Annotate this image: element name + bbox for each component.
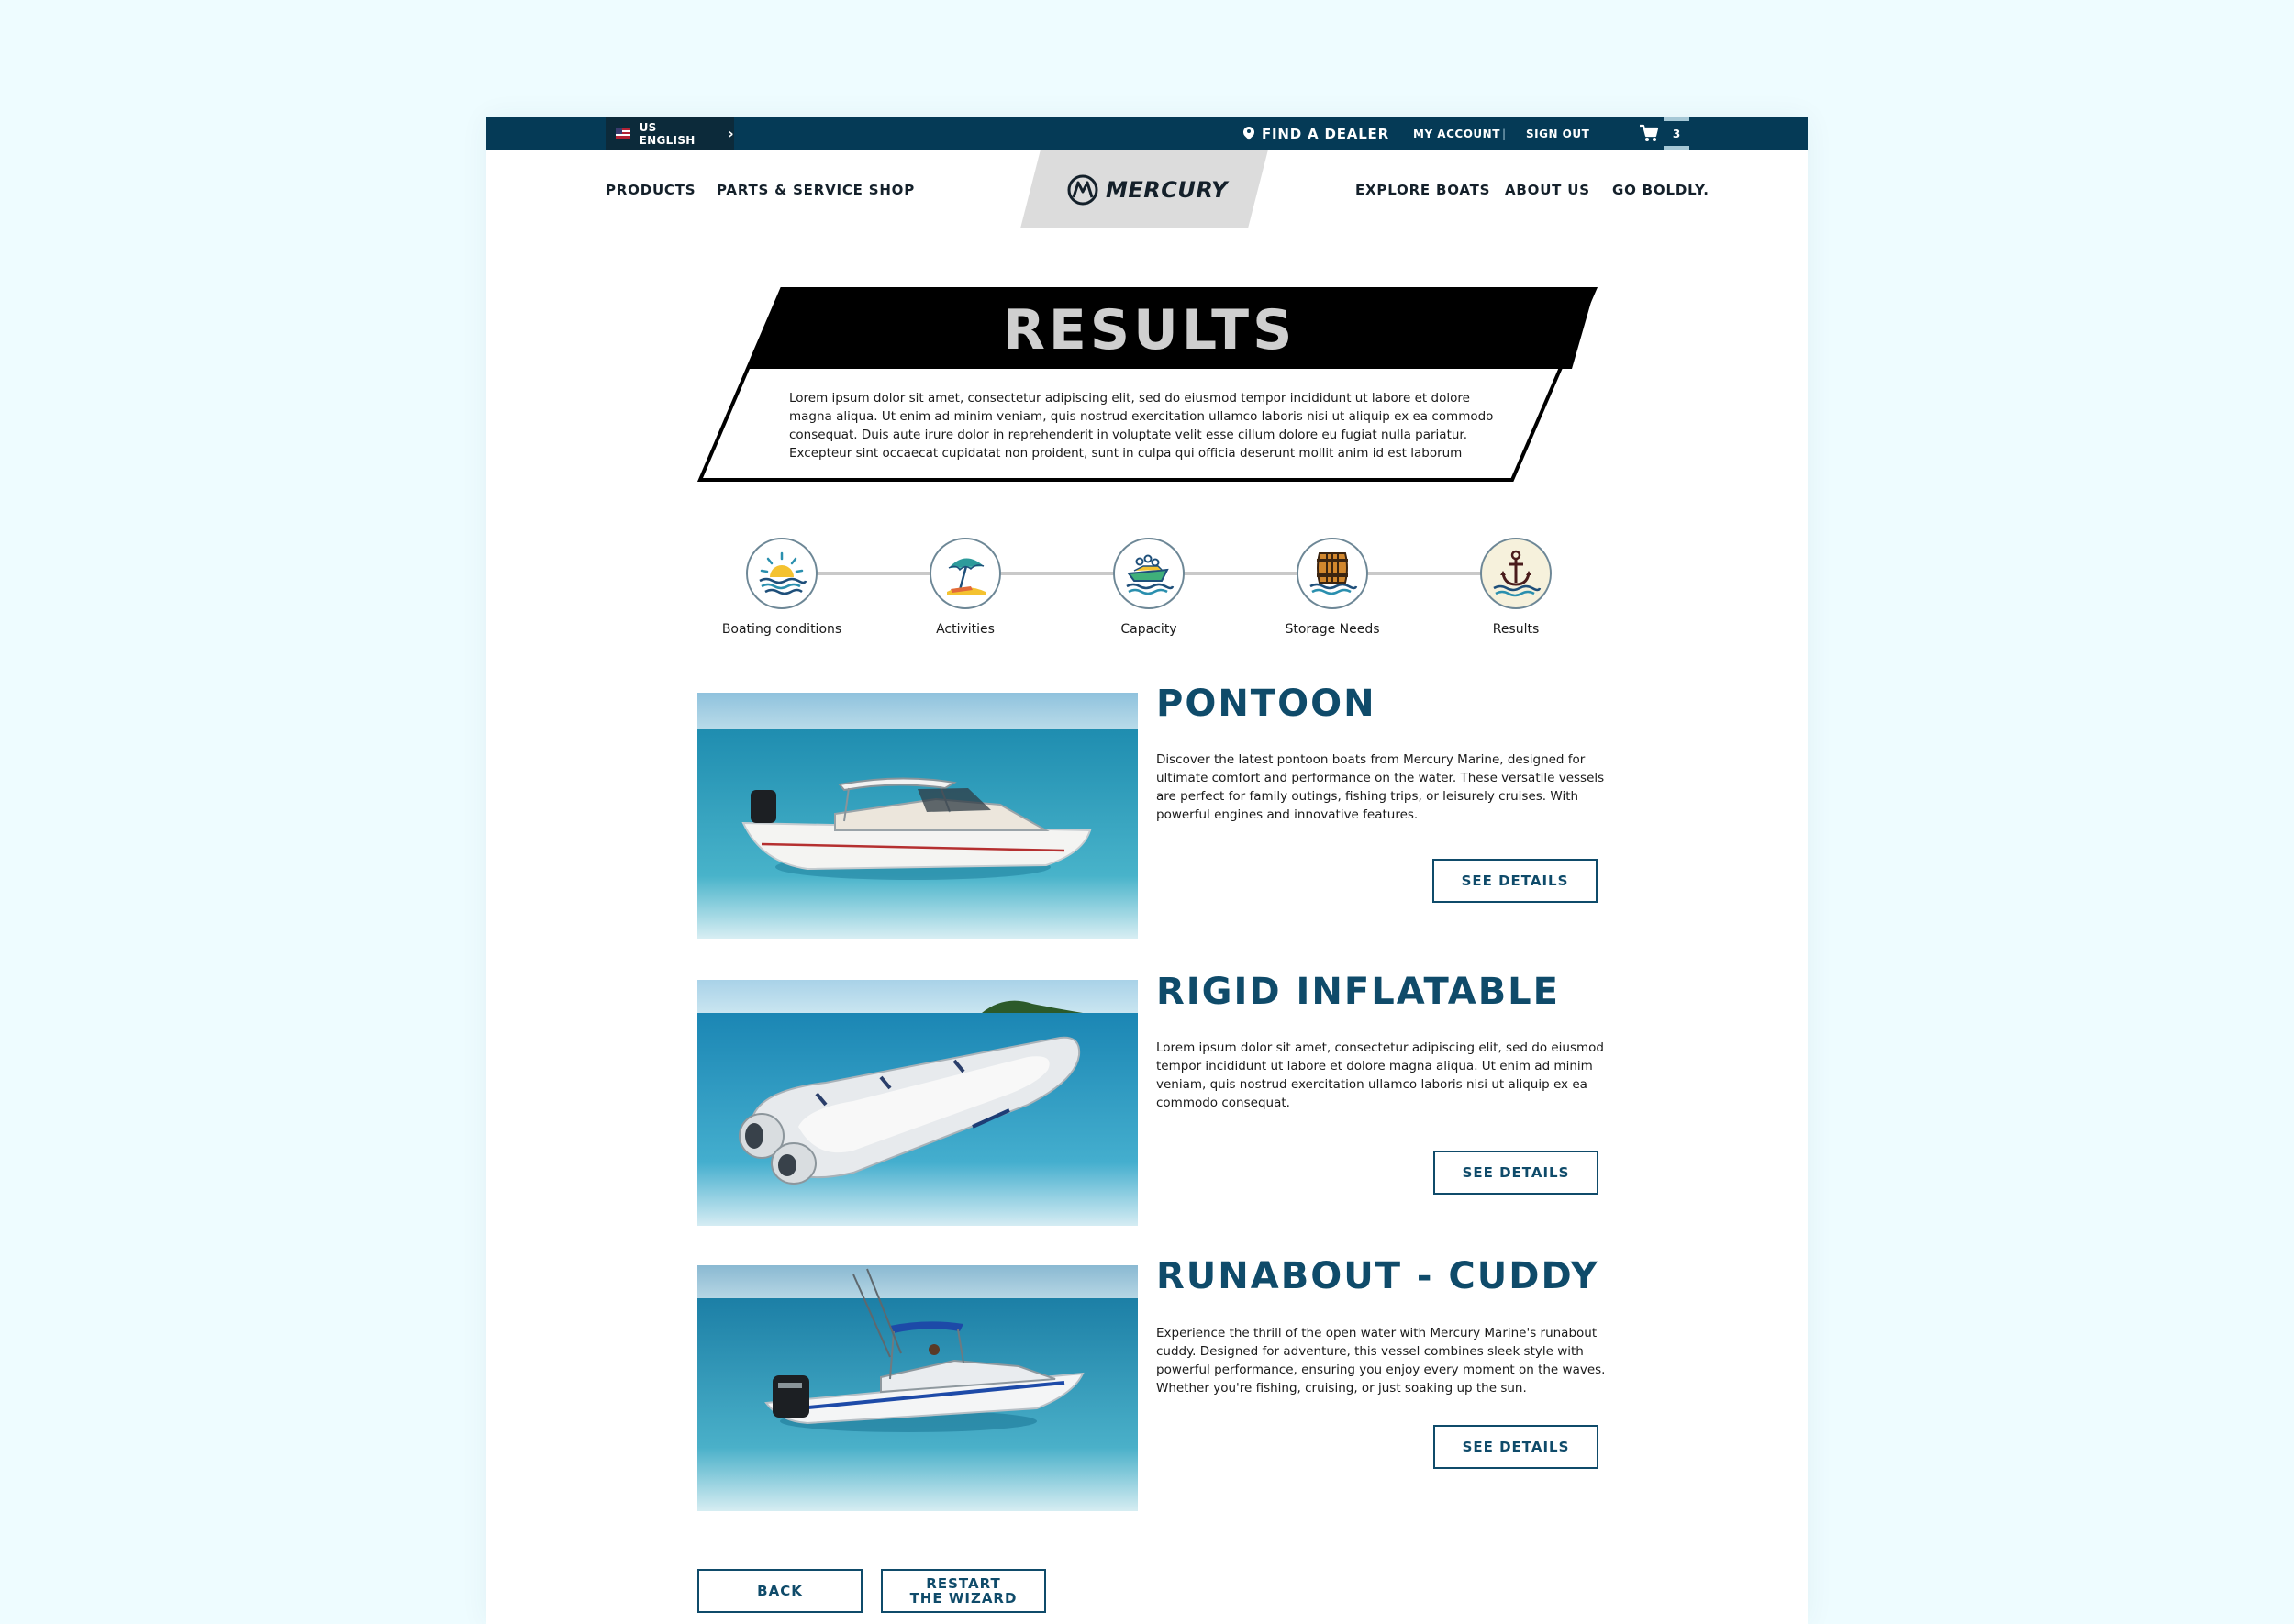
see-details-runabout-cuddy-button[interactable]: SEE DETAILS — [1433, 1425, 1598, 1469]
find-dealer-label: FIND A DEALER — [1262, 125, 1389, 142]
restart-label-line2: THE WIZARD — [909, 1590, 1018, 1607]
see-details-pontoon-button[interactable]: SEE DETAILS — [1432, 859, 1598, 903]
barrel-icon — [1305, 546, 1360, 601]
back-button[interactable]: BACK — [697, 1569, 863, 1613]
sun-over-water-icon — [754, 546, 809, 601]
step-label-storage-needs: Storage Needs — [1285, 622, 1380, 637]
step-capacity[interactable] — [1113, 538, 1185, 609]
nav-parts-service-shop[interactable]: PARTS & SERVICE SHOP — [717, 182, 916, 198]
result-title-rigid-inflatable: RIGID INFLATABLE — [1156, 971, 1560, 1013]
results-banner — [697, 287, 1601, 482]
logo-wordmark: MERCURY — [1106, 177, 1229, 203]
language-selector[interactable] — [606, 117, 734, 150]
pontoon-image — [697, 693, 1138, 939]
my-account-link[interactable]: MY ACCOUNT — [1413, 127, 1500, 140]
step-label-results: Results — [1492, 622, 1540, 637]
runabout-cuddy-image — [697, 1265, 1138, 1511]
chevron-right-icon: › — [728, 125, 734, 142]
mercury-logo[interactable] — [1020, 150, 1268, 228]
restart-label-line1: RESTART — [926, 1575, 1001, 1592]
cart-icon[interactable] — [1639, 123, 1659, 143]
step-storage-needs[interactable] — [1297, 538, 1368, 609]
nav-explore-boats[interactable]: EXPLORE BOATS — [1355, 182, 1491, 198]
util-divider: | — [1502, 127, 1507, 140]
result-title-pontoon: PONTOON — [1156, 683, 1376, 725]
result-title-runabout-cuddy: RUNABOUT - CUDDY — [1156, 1255, 1599, 1297]
map-pin-icon — [1243, 127, 1254, 141]
result-desc-rigid-inflatable: Lorem ipsum dolor sit amet, consectetur adipiscing elit, sed do eiusmod tempor incididunt ut labore et dolore magna aliqua. Ut enim ad minim veniam, quis nostrud exercitation ullamco laboris nisi ut aliquip ex ea commodo consequat. — [1156, 1040, 1605, 1110]
utility-bar — [486, 117, 1808, 150]
nav-go-boldly[interactable]: GO BOLDLY. — [1612, 182, 1709, 198]
nav-about-us[interactable]: ABOUT US — [1505, 182, 1590, 198]
step-results[interactable] — [1480, 538, 1552, 609]
see-details-rigid-inflatable-button[interactable]: SEE DETAILS — [1433, 1151, 1598, 1195]
step-label-capacity: Capacity — [1120, 622, 1177, 637]
step-boating-conditions[interactable] — [746, 538, 818, 609]
anchor-icon — [1488, 546, 1543, 601]
results-title: RESULTS — [1002, 298, 1297, 362]
find-dealer-link[interactable] — [1243, 117, 1389, 150]
nav-products[interactable]: PRODUCTS — [606, 182, 696, 198]
cart-count-badge[interactable]: 3 — [1664, 117, 1689, 150]
language-label: US ENGLISH — [639, 120, 696, 147]
restart-wizard-button[interactable] — [881, 1569, 1046, 1613]
step-activities[interactable] — [930, 538, 1001, 609]
beach-umbrella-icon — [938, 546, 993, 601]
sign-out-link[interactable]: SIGN OUT — [1526, 127, 1590, 140]
page — [486, 117, 1808, 1624]
boat-passengers-icon — [1121, 546, 1176, 601]
result-desc-runabout-cuddy: Experience the thrill of the open water with Mercury Marine's runabout cuddy. Designed for adventure, this vessel combines sleek style with powerful performance, ensuring you enjoy every moment on the waves. Whether you're fishing, cruising, or just soaking up the sun. — [1156, 1326, 1606, 1396]
result-desc-pontoon: Discover the latest pontoon boats from Mercury Marine, designed for ultimate comfort and performance on the water. These versatile vessels are perfect for family outings, fishing trips, or leisurely cruises. With powerful engines and innovative features. — [1156, 752, 1605, 822]
rigid-inflatable-image — [697, 980, 1138, 1226]
results-intro-text: Lorem ipsum dolor sit amet, consectetur adipiscing elit, sed do eiusmod tempor incididunt ut labore et dolore magna aliqua. Ut enim ad minim veniam, quis nostrud exercitation ullamco laboris nisi ut aliquip ex ea commodo consequat. Duis aute irure dolor in reprehenderit in voluptate velit esse cillum dolore eu fugiat nulla pariatur. Excepteur sint occaecat cupidatat non proident, sunt in culpa qui officia deserunt mollit anim id est laborum — [789, 391, 1494, 461]
step-label-boating-conditions: Boating conditions — [721, 622, 842, 637]
step-label-activities: Activities — [936, 622, 995, 637]
us-flag-icon — [616, 128, 630, 139]
